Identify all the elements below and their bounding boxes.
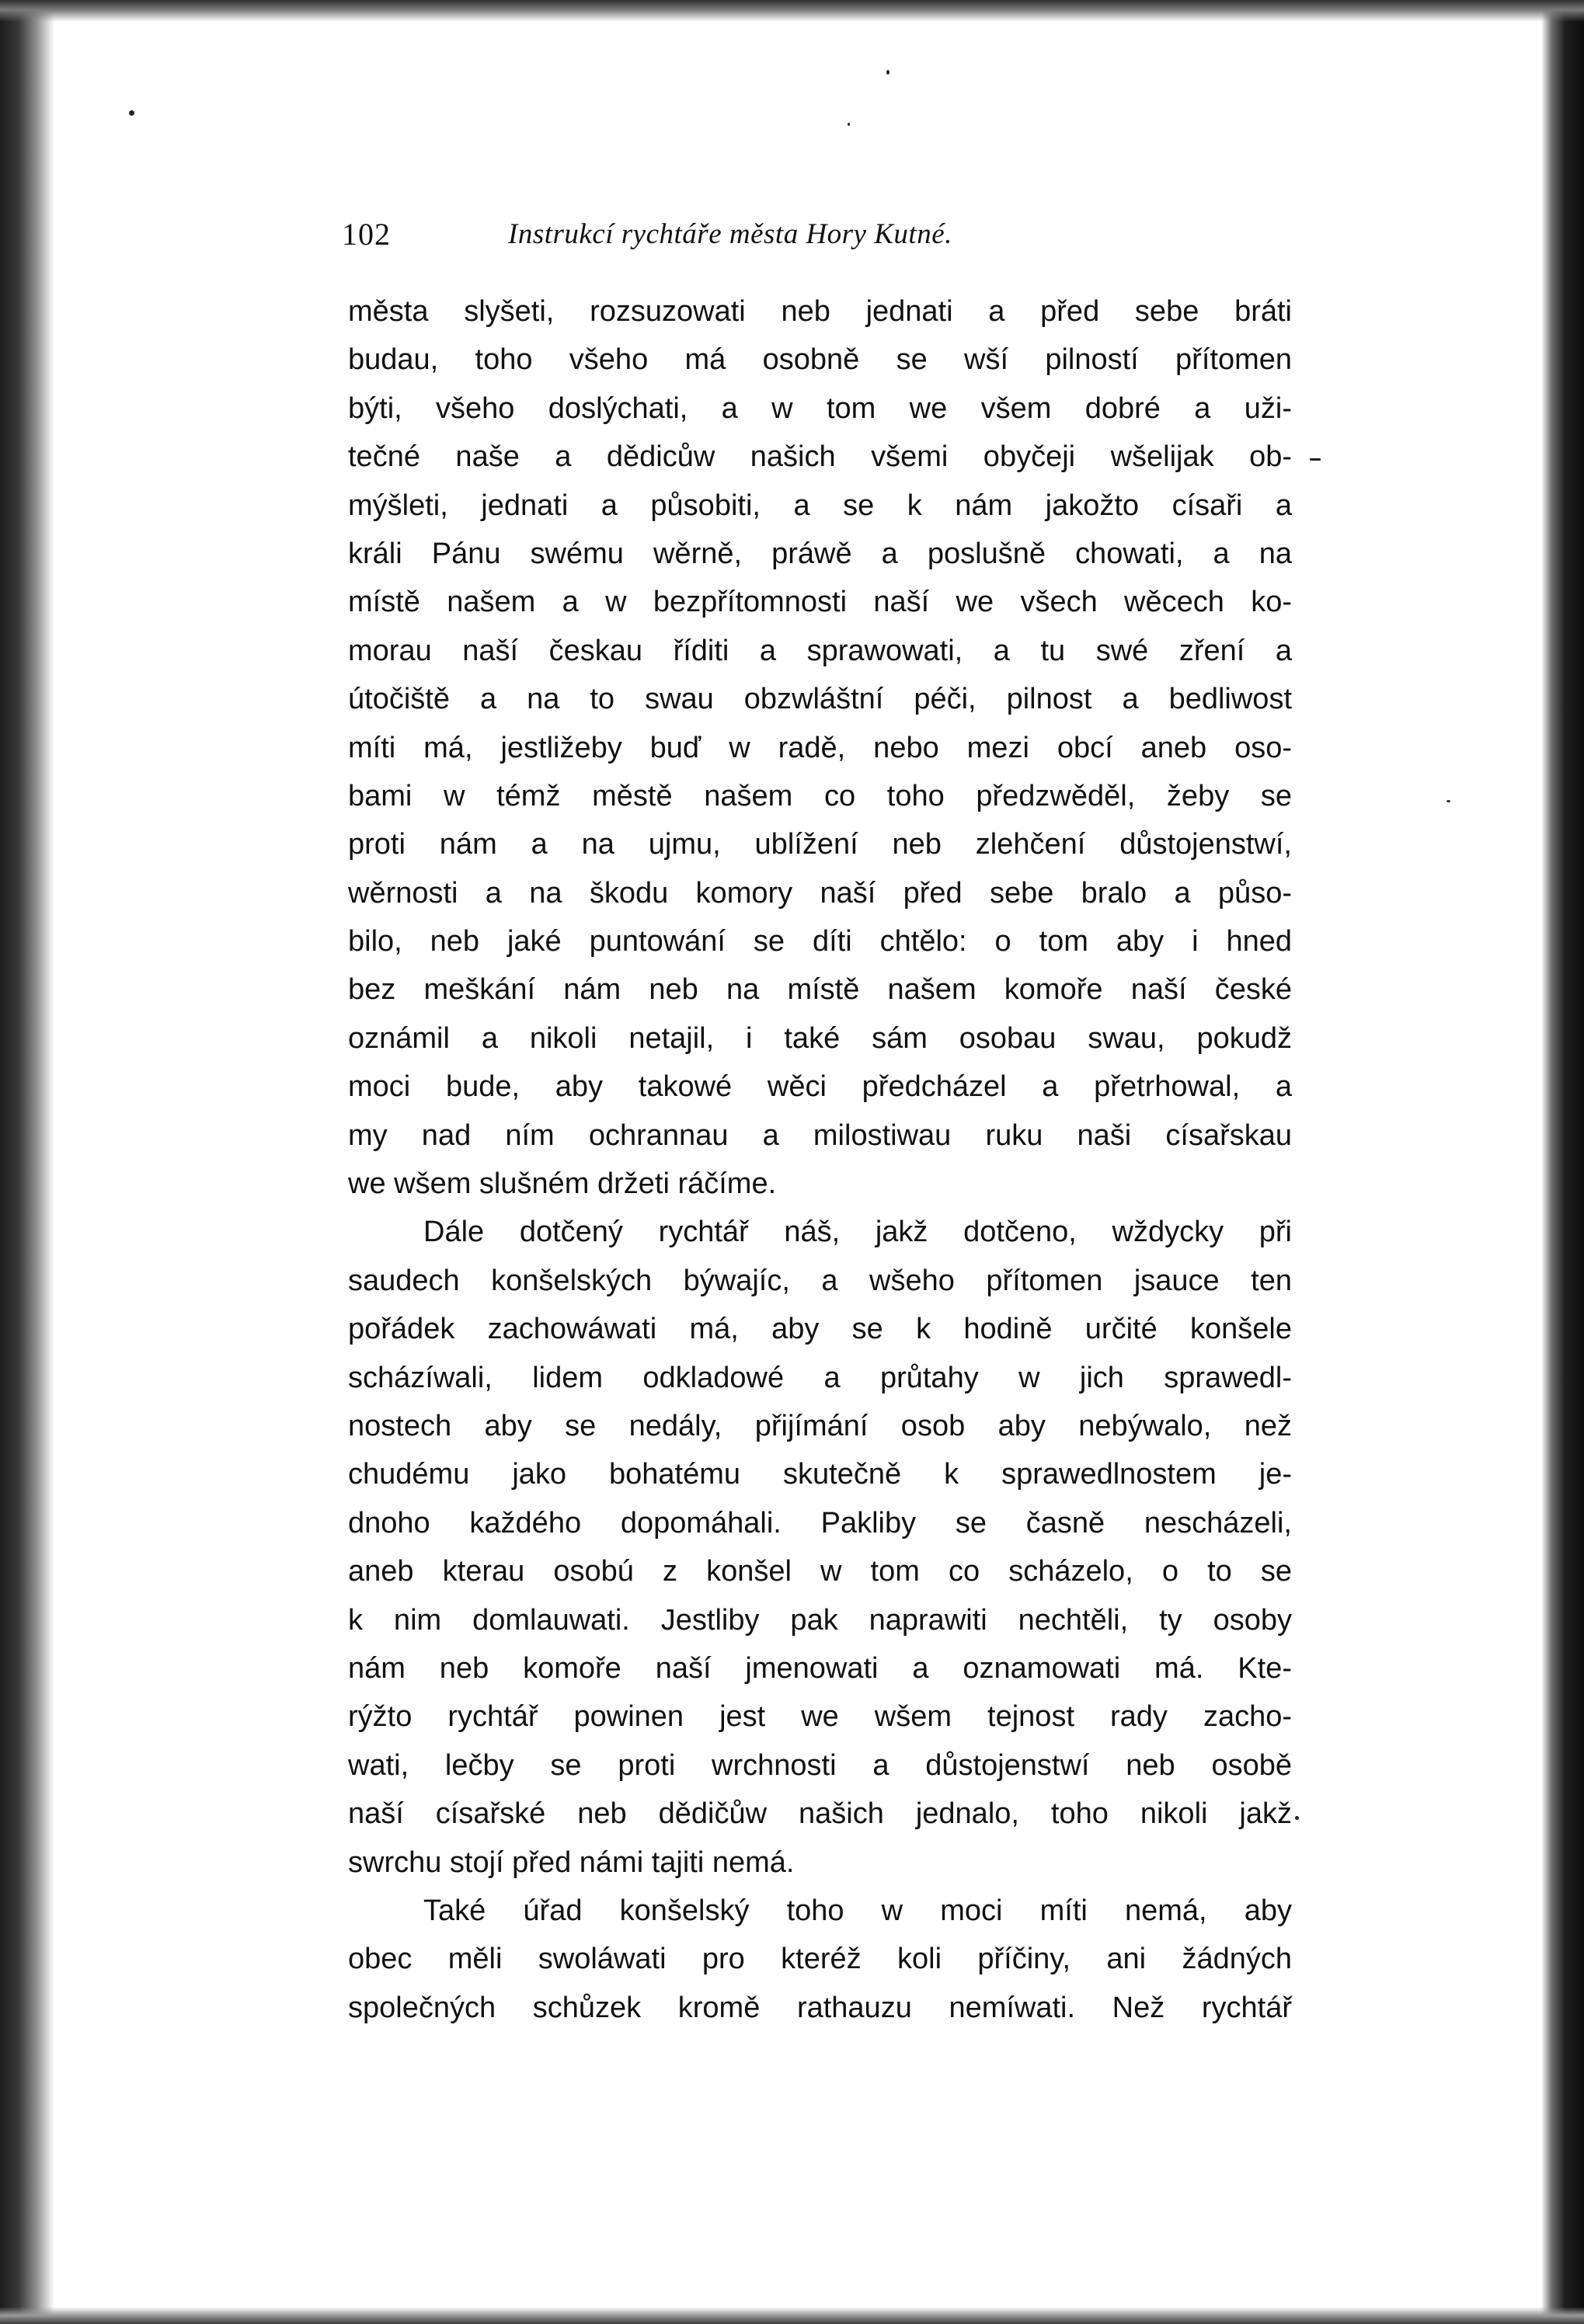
bottom-scan-edge [0, 2307, 1584, 2324]
text-line: bami w témž městě našem co toho předzwěděl, žeby se [348, 779, 1292, 812]
paragraph-start-line: Dále dotčený rychtář náš, jakž dotčeno, wždycky při [423, 1216, 1292, 1249]
text-line: nám neb komoře naší jmenowati a oznamowati má. Kte- [348, 1651, 1292, 1685]
text-line: saudech konšelských býwajíc, a wšeho přítomen jsauce ten [348, 1264, 1292, 1297]
scan-speck [886, 70, 889, 75]
text-line: bez meškání nám neb na místě našem komoře naší české [348, 973, 1292, 1007]
text-line: k nim domlauwati. Jestliby pak naprawiti nechtěli, ty osoby [348, 1603, 1292, 1637]
text-line: tečné naše a dědicůw našich všemi obyčeji wšelijak ob- [348, 440, 1292, 474]
text-line: nostech aby se nedály, přijímání osob aby nebýwalo, než [348, 1409, 1292, 1442]
text-line: my nad ním ochrannau a milostiwau ruku naši císařskau [348, 1119, 1292, 1152]
scan-speck [1310, 458, 1321, 461]
paragraph-start-line: Také úřad konšelský toho w moci míti nemá, aby [423, 1894, 1292, 1927]
text-line: útočiště a na to swau obzwláštní péči, pilnost a bedliwost [348, 683, 1292, 716]
text-line: města slyšeti, rozsuzowati neb jednati a před sebe bráti [348, 295, 1292, 328]
page-header [342, 216, 1328, 263]
text-line: rýžto rychtář powinen jest we wšem tejnost rady zacho- [348, 1700, 1292, 1734]
text-line: morau naší českau říditi a sprawowati, a tu swé zření a [348, 634, 1292, 667]
paragraph-end-line: we wšem slušném držeti ráčíme. [348, 1167, 777, 1201]
text-line: oznámil a nikoli netajil, i také sám osobau swau, pokudž [348, 1021, 1292, 1055]
text-line: míti má, jestližeby buď w radě, nebo mezi obcí aneb oso- [348, 731, 1292, 764]
left-scan-edge [0, 0, 54, 2324]
right-scan-edge [1541, 0, 1584, 2324]
body-text [348, 287, 1292, 2032]
scan-speck [848, 123, 850, 126]
page-number: 102 [342, 217, 391, 252]
text-line: naší císařské neb dědičůw našich jednalo, toho nikoli jakž [348, 1797, 1292, 1831]
text-line: dnoho každého dopomáhali. Pakliby se časně nescházeli, [348, 1506, 1292, 1539]
text-line: budau, toho všeho má osobně se wší pilností přítomen [348, 343, 1292, 377]
text-line: aneb kterau osobú z konšel w tom co scházelo, o to se [348, 1555, 1292, 1588]
text-line: moci bude, aby takowé wěci předcházel a přetrhowal, a [348, 1070, 1292, 1104]
scan-speck [1295, 1816, 1299, 1820]
text-line: chudému jako bohatému skutečně k sprawedlnostem je- [348, 1458, 1292, 1491]
text-line: wěrnosti a na škodu komory naší před sebe bralo a půso- [348, 876, 1292, 910]
running-title: Instrukcí rychtáře města Hory Kutné. [508, 218, 952, 250]
text-line: obec měli swoláwati pro kteréž koli příčiny, ani žádných [348, 1943, 1292, 1976]
text-line: místě našem a w bezpřítomnosti naší we všech wěcech ko- [348, 586, 1292, 619]
text-line: býti, všeho doslýchati, a w tom we všem dobré a uži- [348, 391, 1292, 425]
text-line: scházíwali, lidem odkladowé a průtahy w jich sprawedl- [348, 1361, 1292, 1394]
text-line: proti nám a na ujmu, ublížení neb zlehčení důstojenstwí, [348, 828, 1292, 861]
text-line: wati, lečby se proti wrchnosti a důstojenstwí neb osobě [348, 1748, 1292, 1782]
text-line: pořádek zachowáwati má, aby se k hodině určité konšele [348, 1313, 1292, 1346]
text-line: společných schůzek kromě rathauzu nemíwati. Než rychtář [348, 1991, 1292, 2024]
paragraph-end-line: swrchu stojí před námi tajiti nemá. [348, 1846, 795, 1879]
text-line: bilo, neb jaké puntowání se díti chtělo: o tom aby i hned [348, 925, 1292, 958]
scan-speck [129, 110, 134, 116]
text-line: mýšleti, jednati a působiti, a se k nám jakožto císaři a [348, 489, 1292, 522]
scan-speck [1446, 800, 1450, 802]
text-line: králi Pánu swému wěrně, práwě a poslušně chowati, a na [348, 537, 1292, 570]
top-scan-edge [0, 0, 1584, 22]
